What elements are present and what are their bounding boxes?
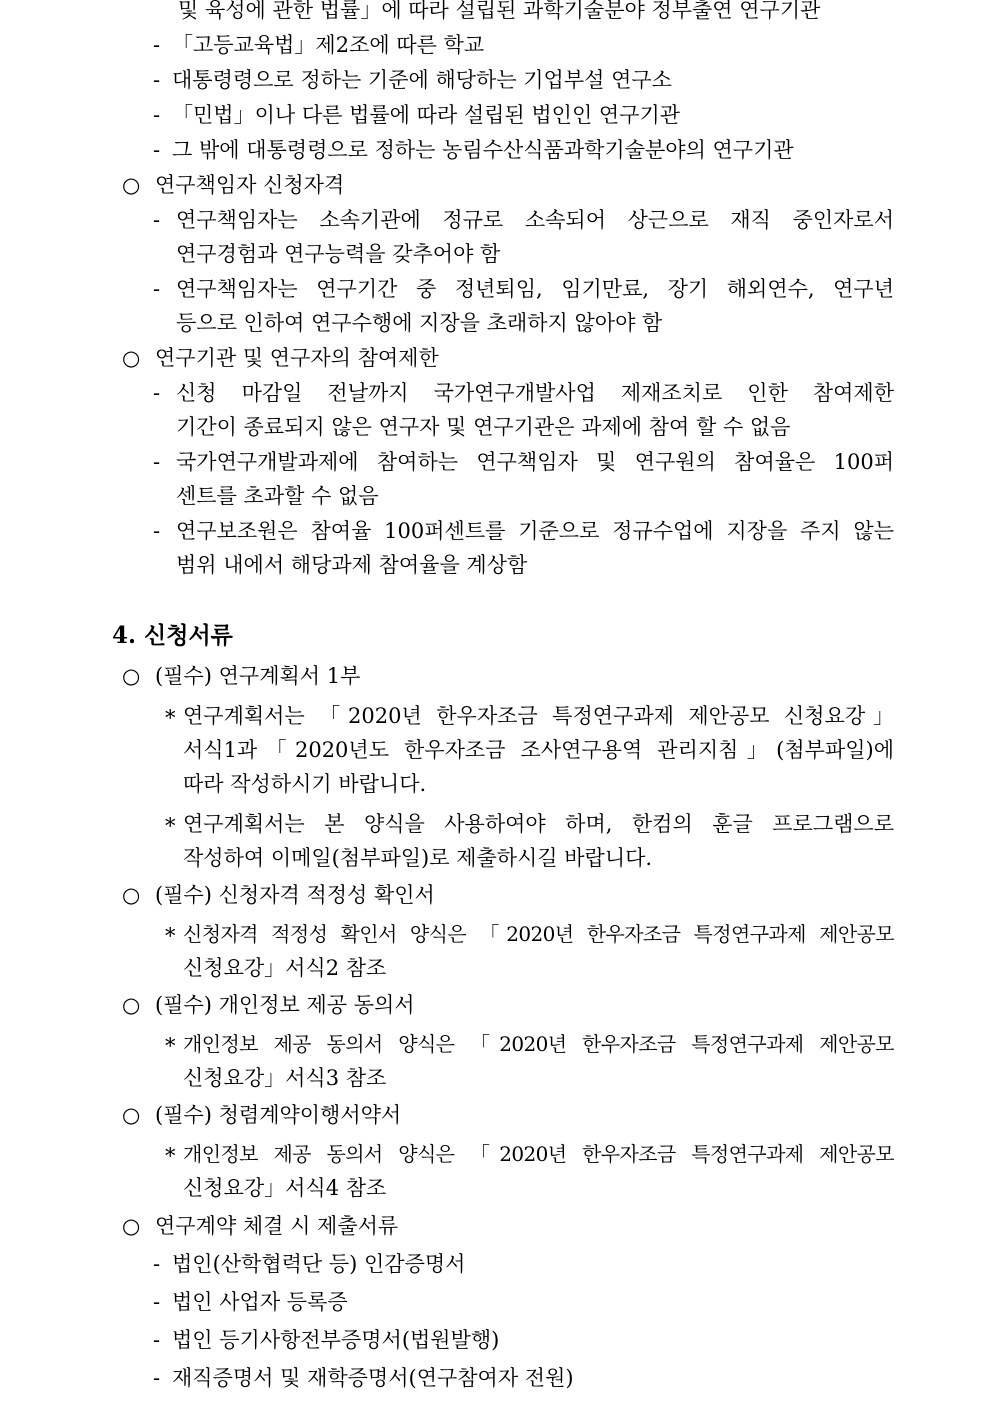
doc-note-line: 연구계획서는 「2020년 한우자조금 특정연구과제 제안공모 신청요강」	[183, 704, 894, 728]
circle-marker: ○	[122, 664, 141, 688]
star-marker: *	[165, 1034, 176, 1058]
researcher-item-line: 연구책임자는 연구기간 중 정년퇴임, 임기만료, 장기 해외연수, 연구년	[176, 277, 894, 301]
dash-marker: -	[153, 381, 161, 405]
dash-marker: -	[153, 1328, 161, 1352]
dash-marker: -	[153, 519, 161, 543]
institution-item: 「민법」이나 다른 법률에 따라 설립된 법인인 연구기관	[172, 103, 681, 127]
researcher-item-line: 연구책임자는 소속기관에 정규로 소속되어 상근으로 재직 중인자로서	[176, 208, 894, 232]
dash-marker: -	[153, 1366, 161, 1390]
section-heading: 4. 신청서류	[112, 622, 233, 649]
dash-marker: -	[153, 68, 161, 92]
contract-item: 법인 등기사항전부증명서(법원발행)	[172, 1328, 500, 1352]
restriction-item-line: 센트를 초과할 수 없음	[176, 484, 379, 508]
researcher-item-line: 연구경험과 연구능력을 갖추어야 함	[176, 242, 501, 266]
institution-item: 「고등교육법」제2조에 따른 학교	[172, 33, 485, 57]
contract-item: 재직증명서 및 재학증명서(연구참여자 전원)	[172, 1366, 574, 1390]
dash-marker: -	[153, 138, 161, 162]
circle-marker: ○	[122, 173, 141, 197]
doc-note-line: 따라 작성하시기 바랍니다.	[183, 772, 427, 796]
dash-marker: -	[153, 103, 161, 127]
doc-group-title: (필수) 신청자격 적정성 확인서	[155, 883, 435, 907]
doc-note-line: 개인정보 제공 동의서 양식은 「2020년 한우자조금 특정연구과제 제안공모	[183, 1032, 894, 1056]
doc-note-line: 개인정보 제공 동의서 양식은 「2020년 한우자조금 특정연구과제 제안공모	[183, 1142, 894, 1166]
institution-item: 대통령령으로 정하는 기준에 해당하는 기업부설 연구소	[172, 68, 672, 92]
dash-marker: -	[153, 208, 161, 232]
continued-line: 및 육성에 관한 법률」에 따라 설립된 과학기술분야 정부출연 연구기관	[178, 0, 821, 22]
dash-marker: -	[153, 33, 161, 57]
restriction-item-line: 기간이 종료되지 않은 연구자 및 연구기관은 과제에 참여 할 수 없음	[176, 415, 791, 439]
dash-marker: -	[153, 1290, 161, 1314]
doc-note-line: 신청자격 적정성 확인서 양식은 「2020년 한우자조금 특정연구과제 제안공모	[183, 922, 894, 946]
researcher-item-line: 등으로 인하여 연구수행에 지장을 초래하지 않아야 함	[176, 311, 663, 335]
doc-note-line: 연구계획서는 본 양식을 사용하여야 하며, 한컴의 훈글 프로그램으로	[183, 812, 894, 836]
doc-note-line: 신청요강」서식3 참조	[183, 1066, 387, 1090]
doc-group-title: (필수) 청렴계약이행서약서	[155, 1103, 402, 1127]
circle-marker: ○	[122, 1103, 141, 1127]
dash-marker: -	[153, 277, 161, 301]
restriction-item-line: 신청 마감일 전날까지 국가연구개발사업 제재조치로 인한 참여제한	[176, 381, 894, 405]
contract-title: 연구계약 체결 시 제출서류	[155, 1214, 399, 1238]
doc-note-line: 신청요강」서식2 참조	[183, 956, 387, 980]
restriction-title: 연구기관 및 연구자의 참여제한	[155, 346, 439, 370]
restriction-item-line: 연구보조원은 참여율 100퍼센트를 기준으로 정규수업에 지장을 주지 않는	[176, 519, 894, 543]
doc-note-line: 작성하여 이메일(첨부파일)로 제출하시길 바랍니다.	[183, 846, 653, 870]
circle-marker: ○	[122, 993, 141, 1017]
researcher-title: 연구책임자 신청자격	[155, 173, 345, 197]
star-marker: *	[165, 1144, 176, 1168]
dash-marker: -	[153, 450, 161, 474]
institution-item: 그 밖에 대통령령으로 정하는 농림수산식품과학기술분야의 연구기관	[172, 138, 794, 162]
restriction-item-line: 범위 내에서 해당과제 참여율을 계상함	[176, 553, 528, 577]
contract-item: 법인(산학협력단 등) 인감증명서	[172, 1252, 466, 1276]
doc-note-line: 신청요강」서식4 참조	[183, 1176, 387, 1200]
restriction-item-line: 국가연구개발과제에 참여하는 연구책임자 및 연구원의 참여율은 100퍼	[176, 450, 894, 474]
contract-item: 법인 사업자 등록증	[172, 1290, 348, 1314]
star-marker: *	[165, 814, 176, 838]
star-marker: *	[165, 706, 176, 730]
doc-group-title: (필수) 개인정보 제공 동의서	[155, 993, 415, 1017]
doc-note-line: 서식1과「2020년도 한우자조금 조사연구용역 관리지침」(첨부파일)에	[183, 738, 894, 762]
doc-group-title: (필수) 연구계획서 1부	[155, 664, 361, 688]
star-marker: *	[165, 924, 176, 948]
circle-marker: ○	[122, 346, 141, 370]
circle-marker: ○	[122, 1214, 141, 1238]
circle-marker: ○	[122, 883, 141, 907]
dash-marker: -	[153, 1252, 161, 1276]
